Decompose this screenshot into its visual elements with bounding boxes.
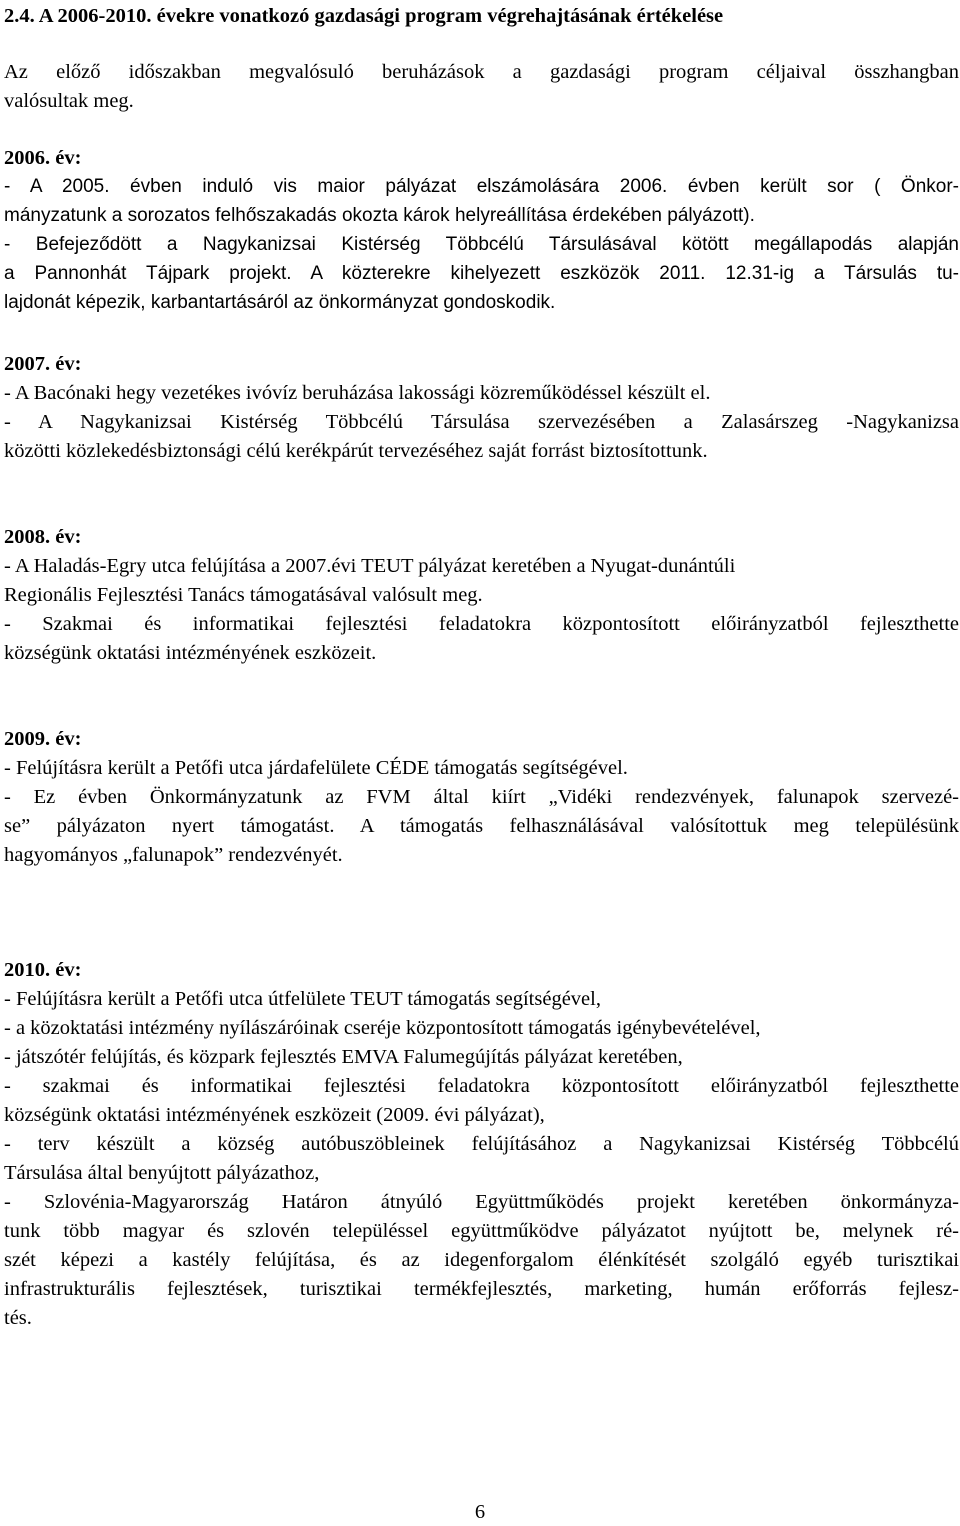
page-number: 6 [474, 1501, 486, 1523]
year-2006-line: - A 2005. évben induló vis maior pályázat elszámolására 2006. évben került sor ( Önkor- [4, 176, 959, 197]
year-2010-line: községünk oktatási intézményének eszközeit (2009. évi pályázat), [4, 1104, 545, 1126]
year-2007-line: közötti közlekedésbiztonsági célú kerékpárút tervezéséhez saját forrást biztosítottunk. [4, 440, 708, 462]
year-2008-line: - Szakmai és informatikai fejlesztési feladatokra központosított előirányzatból fejleszthette [4, 613, 959, 635]
year-2010-line: tunk több magyar és szlovén településsel együttműködve pályázatot nyújtott be, melynek ré- [4, 1220, 959, 1242]
year-2010-line: - terv készült a község autóbuszöbleinek felújításához a Nagykanizsai Kistérség Többcélú [4, 1133, 959, 1155]
year-2010-line: szét képezi a kastély felújítása, és az idegenforgalom élénkítését szolgáló egyéb turisztikai [4, 1249, 959, 1271]
year-2006-line: mányzatunk a sorozatos felhőszakadás okozta károk helyreállítása érdekében pályázott). [4, 205, 755, 226]
year-2007-line: - A Bacónaki hegy vezetékes ivóvíz beruházása lakossági közreműködéssel készült el. [4, 382, 711, 404]
intro-line: valósultak meg. [4, 90, 134, 112]
year-2010-line: - Szlovénia-Magyarország Határon átnyúló Együttműködés projekt keretében önkormányza- [4, 1191, 959, 1213]
year-2010-line: - szakmai és informatikai fejlesztési feladatokra központosított előirányzatból fejleszthette [4, 1075, 959, 1097]
year-2010-line: infrastrukturális fejlesztések, turisztikai termékfejlesztés, marketing, humán erőforrás fejlesz- [4, 1278, 959, 1300]
year-2008-line: községünk oktatási intézményének eszközeit. [4, 642, 377, 664]
year-2007-line: - A Nagykanizsai Kistérség Többcélú Társulása szervezésében a Zalasárszeg -Nagykanizsa [4, 411, 959, 433]
year-2006-line: a Pannonhát Tájpark projekt. A közterekre kihelyezett eszközök 2011. 12.31-ig a Társulás tu- [4, 263, 959, 284]
year-2010-line: Társulása által benyújtott pályázathoz, [4, 1162, 320, 1184]
year-2008-line: - A Haladás-Egry utca felújítása a 2007.évi TEUT pályázat keretében a Nyugat-dunántúli [4, 555, 736, 577]
intro-line: Az előző időszakban megvalósuló beruházások a gazdasági program céljaival összhangban [4, 61, 959, 83]
year-2009-line: se” pályázaton nyert támogatást. A támogatás felhasználásával valósítottuk meg településünk [4, 815, 959, 837]
year-heading-2010: 2010. év: [4, 959, 82, 981]
year-heading-2008: 2008. év: [4, 526, 82, 548]
year-2006-line: lajdonát képezik, karbantartásáról az önkormányzat gondoskodik. [4, 292, 556, 313]
year-2009-line: hagyományos „falunapok” rendezvényét. [4, 844, 343, 866]
year-heading-2007: 2007. év: [4, 353, 82, 375]
year-heading-2006: 2006. év: [4, 147, 82, 169]
year-2010-line: tés. [4, 1307, 32, 1329]
section-title: 2.4. A 2006-2010. évekre vonatkozó gazdasági program végrehajtásának értékelése [4, 5, 724, 27]
year-2010-line: - játszótér felújítás, és közpark fejlesztés EMVA Falumegújítás pályázat keretében, [4, 1046, 683, 1068]
year-2006-line: - Befejeződött a Nagykanizsai Kistérség Többcélú Társulásával kötött megállapodás alapján [4, 234, 959, 255]
year-2009-line: - Ez évben Önkormányzatunk az FVM által kiírt „Vidéki rendezvények, falunapok szervezé- [4, 786, 959, 808]
year-2010-line: - a közoktatási intézmény nyílászáróinak cseréje központosított támogatás igénybevételével, [4, 1017, 761, 1039]
year-2010-line: - Felújításra került a Petőfi utca útfelülete TEUT támogatás segítségével, [4, 988, 601, 1010]
year-2009-line: - Felújításra került a Petőfi utca járdafelülete CÉDE támogatás segítségével. [4, 757, 628, 779]
year-heading-2009: 2009. év: [4, 728, 82, 750]
year-2008-line: Regionális Fejlesztési Tanács támogatásával valósult meg. [4, 584, 483, 606]
